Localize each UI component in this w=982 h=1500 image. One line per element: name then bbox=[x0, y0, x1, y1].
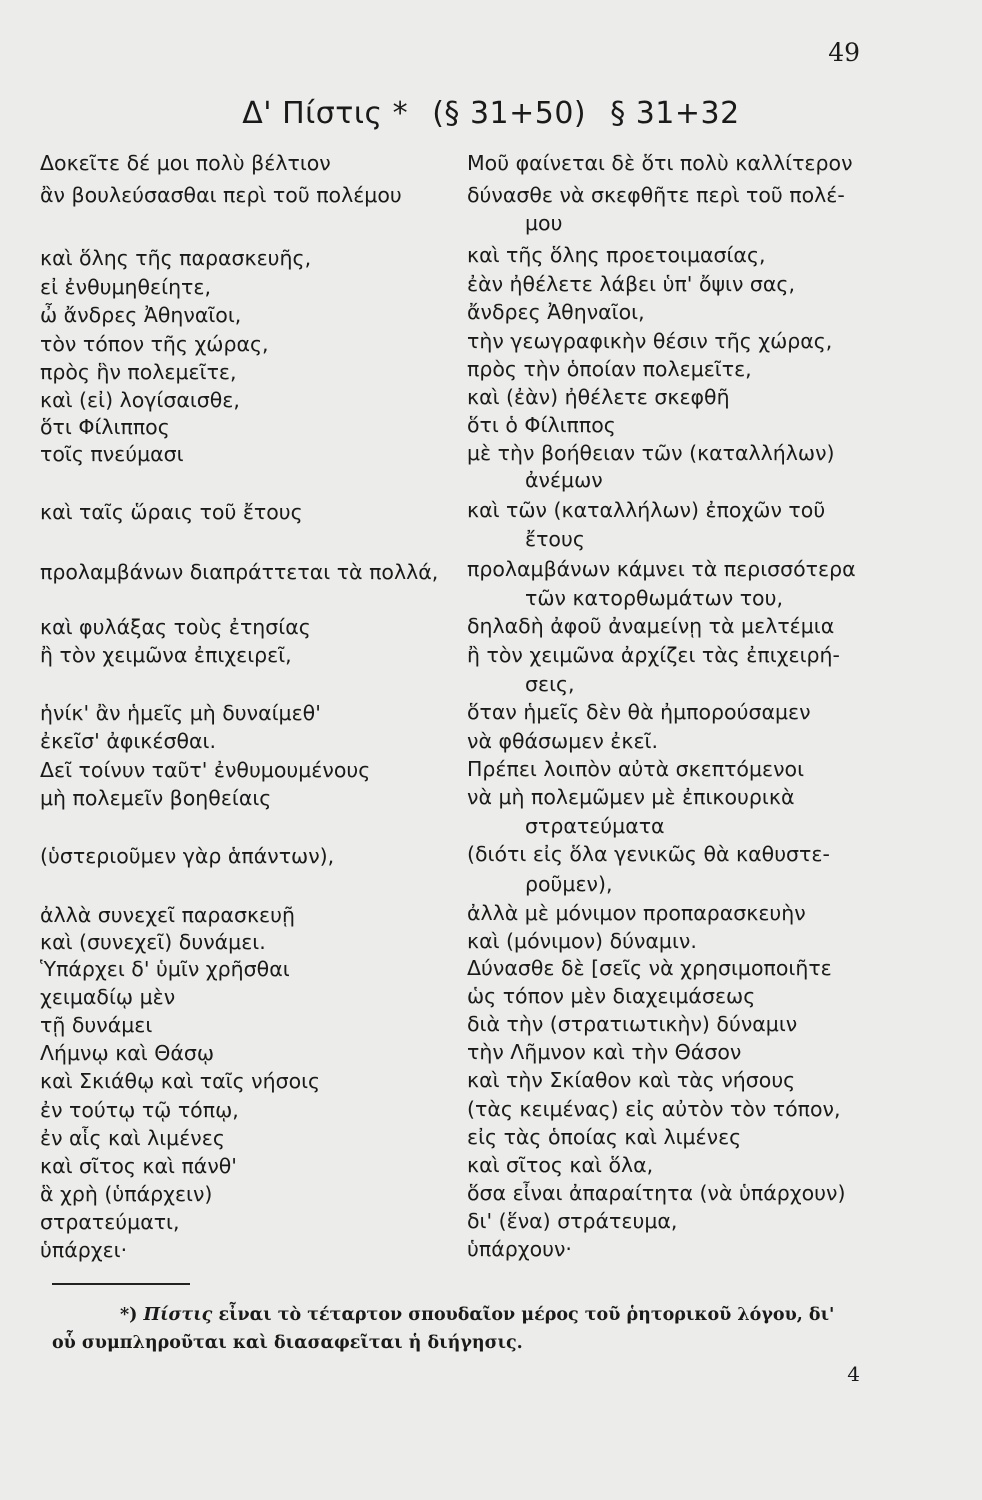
left-line: ἐν αἷς καὶ λιμένες bbox=[40, 1126, 225, 1150]
right-line: εἰς τὰς ὁποίας καὶ λιμένες bbox=[467, 1125, 742, 1149]
left-line: τῇ δυνάμει bbox=[40, 1013, 153, 1037]
right-line: δύνασθε νὰ σκεφθῆτε περὶ τοῦ πολέ- bbox=[467, 183, 845, 207]
left-line: (ὑστεριοῦμεν γὰρ ἁπάντων), bbox=[40, 844, 335, 868]
left-line: ἀλλὰ συνεχεῖ παρασκευῇ bbox=[40, 903, 295, 927]
footnote-marker: *) bbox=[120, 1305, 138, 1325]
right-line: ἐὰν ἠθέλετε λάβει ὑπ' ὄψιν σας, bbox=[467, 272, 795, 296]
right-line: καὶ (μόνιμον) δύναμιν. bbox=[467, 929, 697, 953]
right-line: πρὸς τὴν ὁποίαν πολεμεῖτε, bbox=[467, 357, 752, 381]
right-line: καὶ σῖτος καὶ ὅλα, bbox=[467, 1153, 654, 1177]
right-line: Δύνασθε δὲ [σεῖς νὰ χρησιμοποιῆτε bbox=[467, 956, 832, 980]
right-line: καὶ τῶν (καταλλήλων) ἐποχῶν τοῦ bbox=[467, 498, 826, 522]
left-line: ὑπάρχει· bbox=[40, 1238, 128, 1262]
left-line: ὦ ἄνδρες Ἀθηναῖοι, bbox=[40, 303, 242, 327]
right-line: ὅταν ἡμεῖς δὲν θὰ ἠμπορούσαμεν bbox=[467, 700, 811, 724]
left-line: καὶ ὅλης τῆς παρασκευῆς, bbox=[40, 246, 312, 270]
left-line: ἃ χρὴ (ὑπάρχειν) bbox=[40, 1182, 213, 1206]
right-line: (τὰς κειμένας) εἰς αὐτὸν τὸν τόπον, bbox=[467, 1097, 841, 1121]
page-number: 49 bbox=[828, 38, 860, 67]
footnote-divider bbox=[52, 1283, 190, 1285]
right-line: νὰ φθάσωμεν ἐκεῖ. bbox=[467, 729, 659, 753]
right-line: καὶ (ἐὰν) ἠθέλετε σκεφθῆ bbox=[467, 385, 730, 409]
left-line: καὶ Σκιάθῳ καὶ ταῖς νήσοις bbox=[40, 1069, 321, 1093]
right-line: δηλαδὴ ἀφοῦ ἀναμείνῃ τὰ μελτέμια bbox=[467, 614, 835, 638]
footnote-term: Πίστις bbox=[143, 1305, 213, 1325]
section-title bbox=[0, 96, 982, 131]
title-part-2: (§ 31+50) bbox=[432, 96, 587, 131]
footnote-text-2: οὗ συμπληροῦται καὶ διασαφεῖται ἡ διήγησις. bbox=[52, 1333, 523, 1353]
left-line: ἐν τούτῳ τῷ τόπῳ, bbox=[40, 1098, 239, 1122]
left-line: Ὑπάρχει δ' ὑμῖν χρῆσθαι bbox=[40, 957, 290, 981]
left-line: χειμαδίῳ μὲν bbox=[40, 985, 176, 1009]
left-line: προλαμβάνων διαπράττεται τὰ πολλά, bbox=[40, 560, 439, 584]
left-line: ἐκεῖσ' ἀφικέσθαι. bbox=[40, 729, 216, 753]
right-line: ροῦμεν), bbox=[525, 872, 613, 896]
left-line: εἰ ἐνθυμηθείητε, bbox=[40, 275, 211, 299]
right-line: ἢ τὸν χειμῶνα ἀρχίζει τὰς ἐπιχειρή- bbox=[467, 643, 840, 667]
left-line: ὅτι Φίλιππος bbox=[40, 415, 170, 439]
right-line: Πρέπει λοιπὸν αὐτὰ σκεπτόμενοι bbox=[467, 757, 805, 781]
left-line: ἂν βουλεύσασθαι περὶ τοῦ πολέμου bbox=[40, 183, 402, 207]
right-line: (διότι εἰς ὅλα γενικῶς θὰ καθυστε- bbox=[467, 842, 830, 866]
left-line: τὸν τόπον τῆς χώρας, bbox=[40, 332, 269, 356]
right-line: διὰ τὴν (στρατιωτικὴν) δύναμιν bbox=[467, 1012, 798, 1036]
signature-mark: 4 bbox=[847, 1362, 860, 1386]
right-line: τὴν Λῆμνον καὶ τὴν Θάσον bbox=[467, 1040, 742, 1064]
right-line: ὅτι ὁ Φίλιππος bbox=[467, 413, 616, 437]
left-line: Δοκεῖτε δέ μοι πολὺ βέλτιον bbox=[40, 151, 331, 175]
right-line: τὴν γεωγραφικὴν θέσιν τῆς χώρας, bbox=[467, 329, 833, 353]
right-line: τῶν κατορθωμάτων του, bbox=[525, 586, 783, 610]
left-line: τοῖς πνεύμασι bbox=[40, 442, 184, 466]
right-line: μὲ τὴν βοήθειαν τῶν (καταλλήλων) bbox=[467, 441, 835, 465]
left-line: Λήμνῳ καὶ Θάσῳ bbox=[40, 1041, 215, 1065]
right-line: σεις, bbox=[525, 672, 575, 696]
right-line: ἀλλὰ μὲ μόνιμον προπαρασκευὴν bbox=[467, 901, 806, 925]
left-line: Δεῖ τοίνυν ταῦτ' ἐνθυμουμένους bbox=[40, 758, 371, 782]
left-line: ἢ τὸν χειμῶνα ἐπιχειρεῖ, bbox=[40, 643, 292, 667]
right-line: ὅσα εἶναι ἀπαραίτητα (νὰ ὑπάρχουν) bbox=[467, 1181, 846, 1205]
left-line: πρὸς ἣν πολεμεῖτε, bbox=[40, 360, 237, 384]
footnote-text-1: εἶναι τὸ τέταρτον σπουδαῖον μέρος τοῦ ῥητορικοῦ λόγου, δι' bbox=[218, 1305, 835, 1325]
right-line: στρατεύματα bbox=[525, 814, 665, 838]
left-line: καὶ (εἰ) λογίσαισθε, bbox=[40, 388, 240, 412]
right-line: καὶ τὴν Σκίαθον καὶ τὰς νήσους bbox=[467, 1068, 796, 1092]
right-line: ἔτους bbox=[525, 527, 585, 551]
footnote-line-1 bbox=[120, 1303, 834, 1327]
left-line: ἡνίκ' ἂν ἡμεῖς μὴ δυναίμεθ' bbox=[40, 701, 321, 725]
right-line: προλαμβάνων κάμνει τὰ περισσότερα bbox=[467, 557, 856, 581]
right-line: Μοῦ φαίνεται δὲ ὅτι πολὺ καλλίτερον bbox=[467, 151, 853, 175]
right-line: ἀνέμων bbox=[525, 468, 603, 492]
title-part-3: § 31+32 bbox=[610, 96, 740, 131]
left-line: καὶ σῖτος καὶ πάνθ' bbox=[40, 1154, 237, 1178]
left-line: καὶ ταῖς ὥραις τοῦ ἔτους bbox=[40, 500, 303, 524]
right-line: ὡς τόπον μὲν διαχειμάσεως bbox=[467, 984, 756, 1008]
right-line: νὰ μὴ πολεμῶμεν μὲ ἐπικουρικὰ bbox=[467, 785, 795, 809]
left-line: στρατεύματι, bbox=[40, 1210, 180, 1234]
left-line: μὴ πολεμεῖν βοηθείαις bbox=[40, 786, 272, 810]
left-line: καὶ φυλάξας τοὺς ἐτησίας bbox=[40, 615, 311, 639]
right-line: ὑπάρχουν· bbox=[467, 1237, 572, 1261]
right-line: ἄνδρες Ἀθηναῖοι, bbox=[467, 300, 645, 324]
right-line: μου bbox=[525, 211, 563, 235]
left-line: καὶ (συνεχεῖ) δυνάμει. bbox=[40, 930, 266, 954]
right-line: δι' (ἕνα) στράτευμα, bbox=[467, 1209, 678, 1233]
title-part-1: Δ' Πίστις * bbox=[242, 96, 409, 131]
right-line: καὶ τῆς ὅλης προετοιμασίας, bbox=[467, 243, 766, 267]
